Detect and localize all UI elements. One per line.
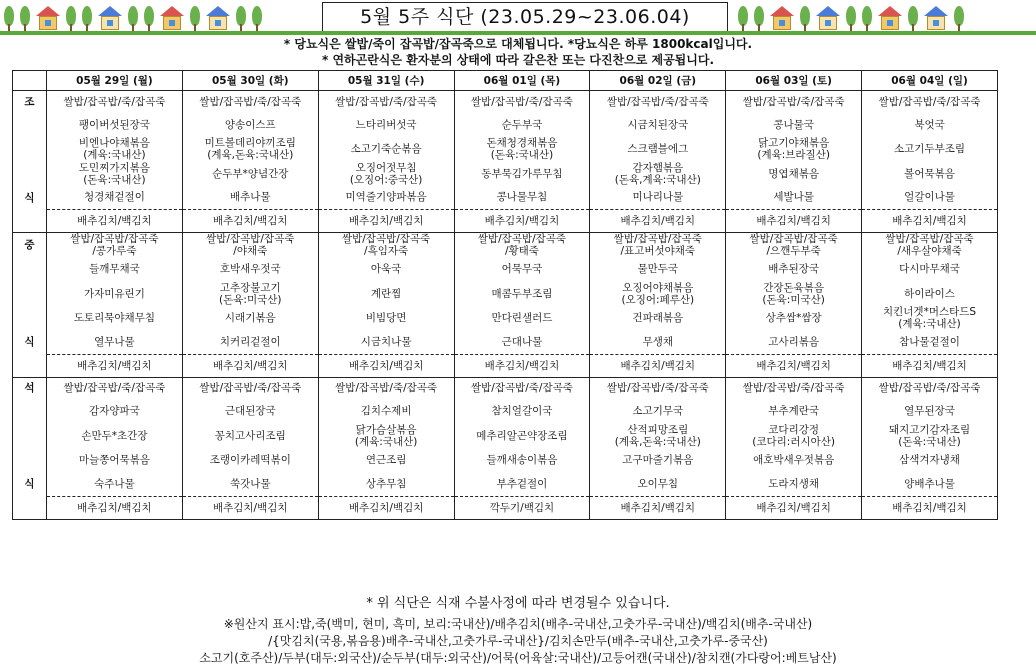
menu-cell: 쌀밥/잡곡밥/죽/잡곡죽 [590,377,726,399]
meal-label-cell [13,162,47,186]
lunch-row [13,233,998,258]
menu-cell: 물만두국 [590,257,726,281]
notice-diabetic: * 당뇨식은 쌀밥/죽이 잡곡밥/잡곡죽으로 대체됩니다. *당뇨식은 하루 1800kcal입니다. [283,37,753,51]
meal-label-cell: 석 [13,377,47,399]
menu-cell: 도토리묵야채무침 [47,306,183,330]
menu-cell: 쑥갓나물 [182,472,318,496]
menu-cell: 북엇국 [862,113,998,137]
menu-cell: 오징어야채볶음 (오징어:페루산) [590,281,726,306]
menu-cell: 조랭이카레떡볶이 [182,448,318,472]
menu-cell: 계란찜 [318,281,454,306]
menu-cell: 세발나물 [726,186,862,210]
meal-label-cell [13,210,47,233]
menu-cell: 도라지생채 [726,472,862,496]
menu-cell: 배추김치/백김치 [454,354,590,377]
lunch-row [13,330,998,354]
menu-cell: 양송이스프 [182,113,318,137]
menu-cell: 배추김치/백김치 [590,496,726,519]
origin-line: /{맛김치(국용,볶음용)배추-국내산,고춧가루-국내산}/김치손만두(배추-국내산,고춧가루-중국산) [268,634,768,648]
menu-cell: 코다리강정 (코다리:러시아산) [726,423,862,448]
dinner-row [13,377,998,399]
menu-cell: 만다린샐러드 [454,306,590,330]
house-icon [160,6,184,32]
menu-cell: 열무나물 [47,330,183,354]
menu-cell: 쌀밥/잡곡밥/잡곡죽 /야채죽 [182,233,318,258]
meal-label-cell: 식 [13,186,47,210]
menu-cell: 소고기두부조림 [862,137,998,162]
menu-cell: 감자햄볶음 (돈육,계육:국내산) [590,162,726,186]
menu-cell: 배추김치/백김치 [726,210,862,233]
menu-cell: 배추김치/백김치 [182,210,318,233]
house-icon [924,6,948,32]
menu-cell: 쌀밥/잡곡밥/죽/잡곡죽 [726,377,862,399]
origin-line: 소고기(호주산)/두부(대두:외국산)/순두부(대두:외국산)/어묵(어육살:국내산)/고등어캔(국내산)/참치캔(가다랑어:베트남산) [199,651,837,665]
menu-cell: 배추김치/백김치 [862,354,998,377]
breakfast-row [13,162,998,186]
menu-cell: 근대된장국 [182,399,318,423]
menu-cell: 치커리겉절이 [182,330,318,354]
menu-cell: 배추김치/백김치 [454,210,590,233]
notice-dysphagia: * 연하곤란식은 환자분의 상태에 따라 갈은찬 또는 다진찬으로 제공됩니다. [321,53,715,67]
menu-cell: 다시마무채국 [862,257,998,281]
tree-icon [754,6,764,32]
tree-icon [20,6,30,32]
menu-cell: 호박새우젓국 [182,257,318,281]
tree-icon [236,6,246,32]
tree-icon [190,6,200,32]
menu-cell: 감자양파국 [47,399,183,423]
page-title: 5월 5주 식단 (23.05.29~23.06.04) [322,2,728,32]
house-icon [36,6,60,32]
menu-cell: 쌀밥/잡곡밥/잡곡죽 /흑임자죽 [318,233,454,258]
meal-label-cell [13,448,47,472]
day-header-row [13,71,998,91]
menu-cell: 간장돈육볶음 (돈육:미국산) [726,281,862,306]
menu-cell: 열무된장국 [862,399,998,423]
menu-cell: 들깨새송이볶음 [454,448,590,472]
menu-cell: 시금치된장국 [590,113,726,137]
lunch-row [13,354,998,377]
day-header: 06월 02일 (금) [590,71,726,91]
menu-cell: 콩나물국 [726,113,862,137]
breakfast-row [13,186,998,210]
menu-cell: 부추계란국 [726,399,862,423]
menu-cell: 쌀밥/잡곡밥/죽/잡곡죽 [454,91,590,113]
menu-cell: 볼어묵볶음 [862,162,998,186]
menu-cell: 배추김치/백김치 [182,354,318,377]
menu-cell: 배추된장국 [726,257,862,281]
tree-icon [66,6,76,32]
menu-cell: 순두부*양념간장 [182,162,318,186]
decoration-left [4,2,262,32]
lunch-row [13,257,998,281]
day-header: 06월 04일 (일) [862,71,998,91]
menu-cell: 쌀밥/잡곡밥/죽/잡곡죽 [590,91,726,113]
menu-cell: 김치수제비 [318,399,454,423]
menu-cell: 시금치나물 [318,330,454,354]
meal-label-cell [13,496,47,519]
dinner-row [13,448,998,472]
day-header: 05월 30일 (화) [182,71,318,91]
meal-label-cell: 중 [13,233,47,258]
meal-label-cell: 식 [13,472,47,496]
day-header: 05월 29일 (월) [47,71,183,91]
menu-cell: 배추김치/백김치 [862,210,998,233]
menu-cell: 쌀밥/잡곡밥/잡곡죽 /새우살야채죽 [862,233,998,258]
menu-cell: 쌀밥/잡곡밥/잡곡죽 /으깬두부죽 [726,233,862,258]
tree-icon [144,6,154,32]
breakfast-row [13,210,998,233]
menu-cell: 고사리볶음 [726,330,862,354]
breakfast-row [13,137,998,162]
menu-cell: 청경채겉절이 [47,186,183,210]
menu-cell: 닭고기야채볶음 (계육:브라질산) [726,137,862,162]
menu-cell: 미나리나물 [590,186,726,210]
meal-label-cell [13,423,47,448]
tree-icon [82,6,92,32]
menu-cell: 쌀밥/잡곡밥/죽/잡곡죽 [318,377,454,399]
notice-block [0,36,1036,68]
meal-label-cell [13,137,47,162]
tree-icon [954,6,964,32]
origin-line: ※원산지 표시:밥,죽(백미, 현미, 흑미, 보리:국내산)/배추김치(배추-국내산,고춧가루-국내산)/백김치(배추-국내산) [223,617,813,631]
menu-cell: 얼갈이나물 [862,186,998,210]
menu-cell: 쌀밥/잡곡밥/죽/잡곡죽 [182,91,318,113]
menu-cell: 배추김치/백김치 [726,354,862,377]
menu-cell: 매콤두부조림 [454,281,590,306]
menu-cell: 느타리버섯국 [318,113,454,137]
menu-cell: 어묵무국 [454,257,590,281]
menu-cell: 오이무침 [590,472,726,496]
menu-cell: 배추김치/백김치 [726,496,862,519]
menu-cell: 배추김치/백김치 [318,210,454,233]
grass-strip [0,31,1036,35]
menu-cell: 쌀밥/잡곡밥/잡곡죽 /황태죽 [454,233,590,258]
menu-cell: 메추리알곤약장조림 [454,423,590,448]
menu-cell: 애호박새우젓볶음 [726,448,862,472]
menu-cell: 쌀밥/잡곡밥/죽/잡곡죽 [182,377,318,399]
menu-cell: 비엔나야채볶음 (계육:국내산) [47,137,183,162]
menu-cell: 하이라이스 [862,281,998,306]
dinner-row [13,423,998,448]
menu-cell: 꽁치고사리조림 [182,423,318,448]
menu-cell: 산적피망조림 (계육,돈육:국내산) [590,423,726,448]
menu-cell: 돼지고기감자조림 (돈육:국내산) [862,423,998,448]
menu-cell: 무생채 [590,330,726,354]
menu-cell: 고추장불고기 (돈육:미국산) [182,281,318,306]
menu-cell: 배추김치/백김치 [862,496,998,519]
menu-cell: 오징어젓무침 (오징어:중국산) [318,162,454,186]
house-icon [770,6,794,32]
meal-label-cell [13,354,47,377]
menu-cell: 닭가슴살볶음 (계육:국내산) [318,423,454,448]
menu-cell: 배추김치/백김치 [47,210,183,233]
menu-cell: 소고기무국 [590,399,726,423]
meal-label-cell [13,257,47,281]
menu-cell: 치킨너겟*머스타드S (계육:국내산) [862,306,998,330]
meal-label-cell [13,281,47,306]
menu-cell: 쌀밥/잡곡밥/죽/잡곡죽 [862,377,998,399]
menu-cell: 콩나물무침 [454,186,590,210]
breakfast-row [13,113,998,137]
house-icon [206,6,230,32]
tree-icon [908,6,918,32]
breakfast-row [13,91,998,113]
menu-cell: 배추나물 [182,186,318,210]
day-header: 06월 03일 (토) [726,71,862,91]
menu-cell: 배추김치/백김치 [590,354,726,377]
menu-cell: 쌀밥/잡곡밥/죽/잡곡죽 [47,377,183,399]
menu-cell: 부추겉절이 [454,472,590,496]
menu-cell: 시래기볶음 [182,306,318,330]
menu-cell: 고구마줄기볶음 [590,448,726,472]
menu-cell: 돈채청경채볶음 (돈육:국내산) [454,137,590,162]
house-icon [816,6,840,32]
menu-cell: 참나물겉절이 [862,330,998,354]
tree-icon [738,6,748,32]
menu-cell: 숙주나물 [47,472,183,496]
menu-cell: 미트볼데리야끼조림 (계육,돈육:국내산) [182,137,318,162]
day-header: 05월 31일 (수) [318,71,454,91]
menu-cell: 양배추나물 [862,472,998,496]
menu-cell: 가자미유린기 [47,281,183,306]
dinner-row [13,496,998,519]
tree-icon [128,6,138,32]
decoration-right [738,2,964,32]
tree-icon [846,6,856,32]
menu-cell: 손만두*초간장 [47,423,183,448]
house-icon [878,6,902,32]
lunch-row [13,306,998,330]
menu-cell: 미역줄기양파볶음 [318,186,454,210]
menu-cell: 아욱국 [318,257,454,281]
menu-cell: 쌀밥/잡곡밥/죽/잡곡죽 [726,91,862,113]
header [0,0,1036,36]
menu-cell: 명엽채볶음 [726,162,862,186]
meal-label-cell [13,306,47,330]
menu-cell: 쌀밥/잡곡밥/잡곡죽 /표고버섯야채죽 [590,233,726,258]
house-icon [98,6,122,32]
corner-cell [13,71,47,91]
menu-cell: 쌀밥/잡곡밥/잡곡죽 /콩가루죽 [47,233,183,258]
menu-cell: 도민찌가지볶음 (돈육:국내산) [47,162,183,186]
menu-cell: 배추김치/백김치 [590,210,726,233]
meal-label-cell: 식 [13,330,47,354]
menu-cell: 참치얼갈이국 [454,399,590,423]
menu-cell: 삼색겨자냉채 [862,448,998,472]
origin-notice [0,616,1036,667]
menu-cell: 건파래볶음 [590,306,726,330]
menu-cell: 배추김치/백김치 [47,354,183,377]
meal-table [12,70,998,520]
menu-cell: 순두부국 [454,113,590,137]
menu-cell: 상추무침 [318,472,454,496]
change-notice: * 위 식단은 식재 수불사정에 따라 변경될수 있습니다. [366,596,670,611]
menu-cell: 쌀밥/잡곡밥/죽/잡곡죽 [318,91,454,113]
menu-cell: 상추쌈*쌈장 [726,306,862,330]
menu-cell: 쌀밥/잡곡밥/죽/잡곡죽 [862,91,998,113]
dinner-row [13,472,998,496]
tree-icon [4,6,14,32]
menu-cell: 배추김치/백김치 [182,496,318,519]
dinner-row [13,399,998,423]
menu-cell: 배추김치/백김치 [318,354,454,377]
menu-cell: 팽이버섯된장국 [47,113,183,137]
meal-label-cell [13,113,47,137]
menu-cell: 비빔당면 [318,306,454,330]
menu-cell: 쌀밥/잡곡밥/죽/잡곡죽 [47,91,183,113]
tree-icon [800,6,810,32]
menu-cell: 근대나물 [454,330,590,354]
meal-label-cell [13,399,47,423]
menu-cell: 소고기죽순볶음 [318,137,454,162]
day-header: 06월 01일 (목) [454,71,590,91]
menu-cell: 배추김치/백김치 [318,496,454,519]
menu-cell: 동부묵김가루무침 [454,162,590,186]
menu-cell: 연근조림 [318,448,454,472]
tree-icon [862,6,872,32]
meal-label-cell: 조 [13,91,47,113]
menu-cell: 배추김치/백김치 [47,496,183,519]
tree-icon [252,6,262,32]
menu-cell: 깍두기/백김치 [454,496,590,519]
menu-cell: 쌀밥/잡곡밥/죽/잡곡죽 [454,377,590,399]
menu-cell: 스크램블에그 [590,137,726,162]
lunch-row [13,281,998,306]
menu-cell: 들깨무채국 [47,257,183,281]
menu-cell: 마늘쫑어묵볶음 [47,448,183,472]
